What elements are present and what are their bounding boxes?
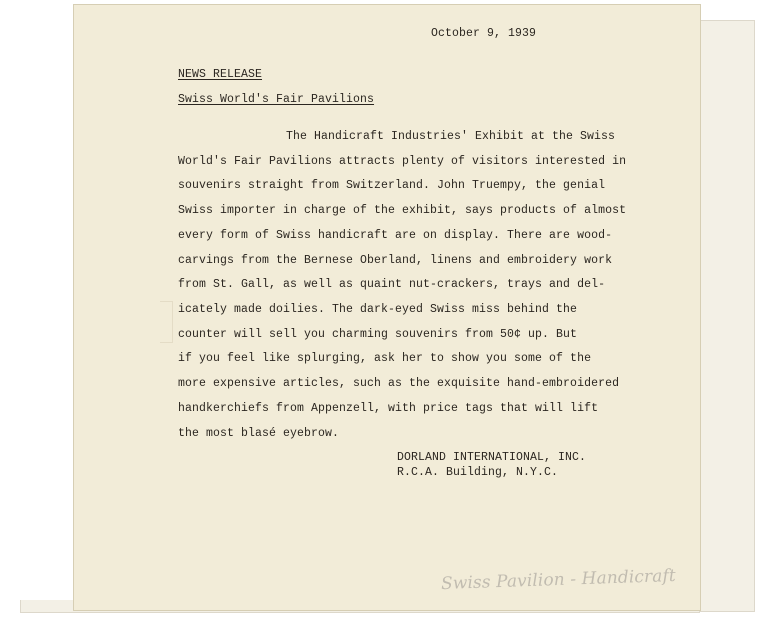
signature-address: R.C.A. Building, N.Y.C. (397, 466, 559, 479)
faint-stamp-mark (160, 301, 173, 343)
body-line: if you feel like splurging, ask her to show you some of the (178, 352, 592, 365)
body-line: Swiss importer in charge of the exhibit, says products of almost (178, 204, 627, 217)
pencil-annotation: Swiss Pavilion - Handicraft (440, 565, 677, 595)
body-line: icately made doilies. The dark-eyed Swiss miss behind the (178, 303, 578, 316)
body-line: the most blasé eyebrow. (178, 427, 340, 440)
body-line: counter will sell you charming souvenirs from 50¢ up. But (178, 328, 578, 341)
release-subheading: Swiss World's Fair Pavilions (178, 93, 375, 106)
body-line: handkerchiefs from Appenzell, with price tags that will lift (178, 402, 599, 415)
body-line: every form of Swiss handicraft are on display. There are wood- (178, 229, 613, 242)
body-line: The Handicraft Industries' Exhibit at the Swiss (286, 130, 616, 143)
body-line: World's Fair Pavilions attracts plenty of visitors interested in (178, 155, 627, 168)
typewritten-page (73, 4, 701, 611)
backing-sheet (697, 20, 755, 612)
body-line: souvenirs straight from Switzerland. John Truempy, the genial (178, 179, 606, 192)
signature-organization: DORLAND INTERNATIONAL, INC. (397, 451, 587, 464)
release-date: October 9, 1939 (431, 27, 537, 40)
body-line: more expensive articles, such as the exquisite hand-embroidered (178, 377, 620, 390)
body-line: from St. Gall, as well as quaint nut-crackers, trays and del- (178, 278, 606, 291)
body-line: carvings from the Bernese Oberland, linens and embroidery work (178, 254, 613, 267)
release-heading: NEWS RELEASE (178, 68, 263, 81)
